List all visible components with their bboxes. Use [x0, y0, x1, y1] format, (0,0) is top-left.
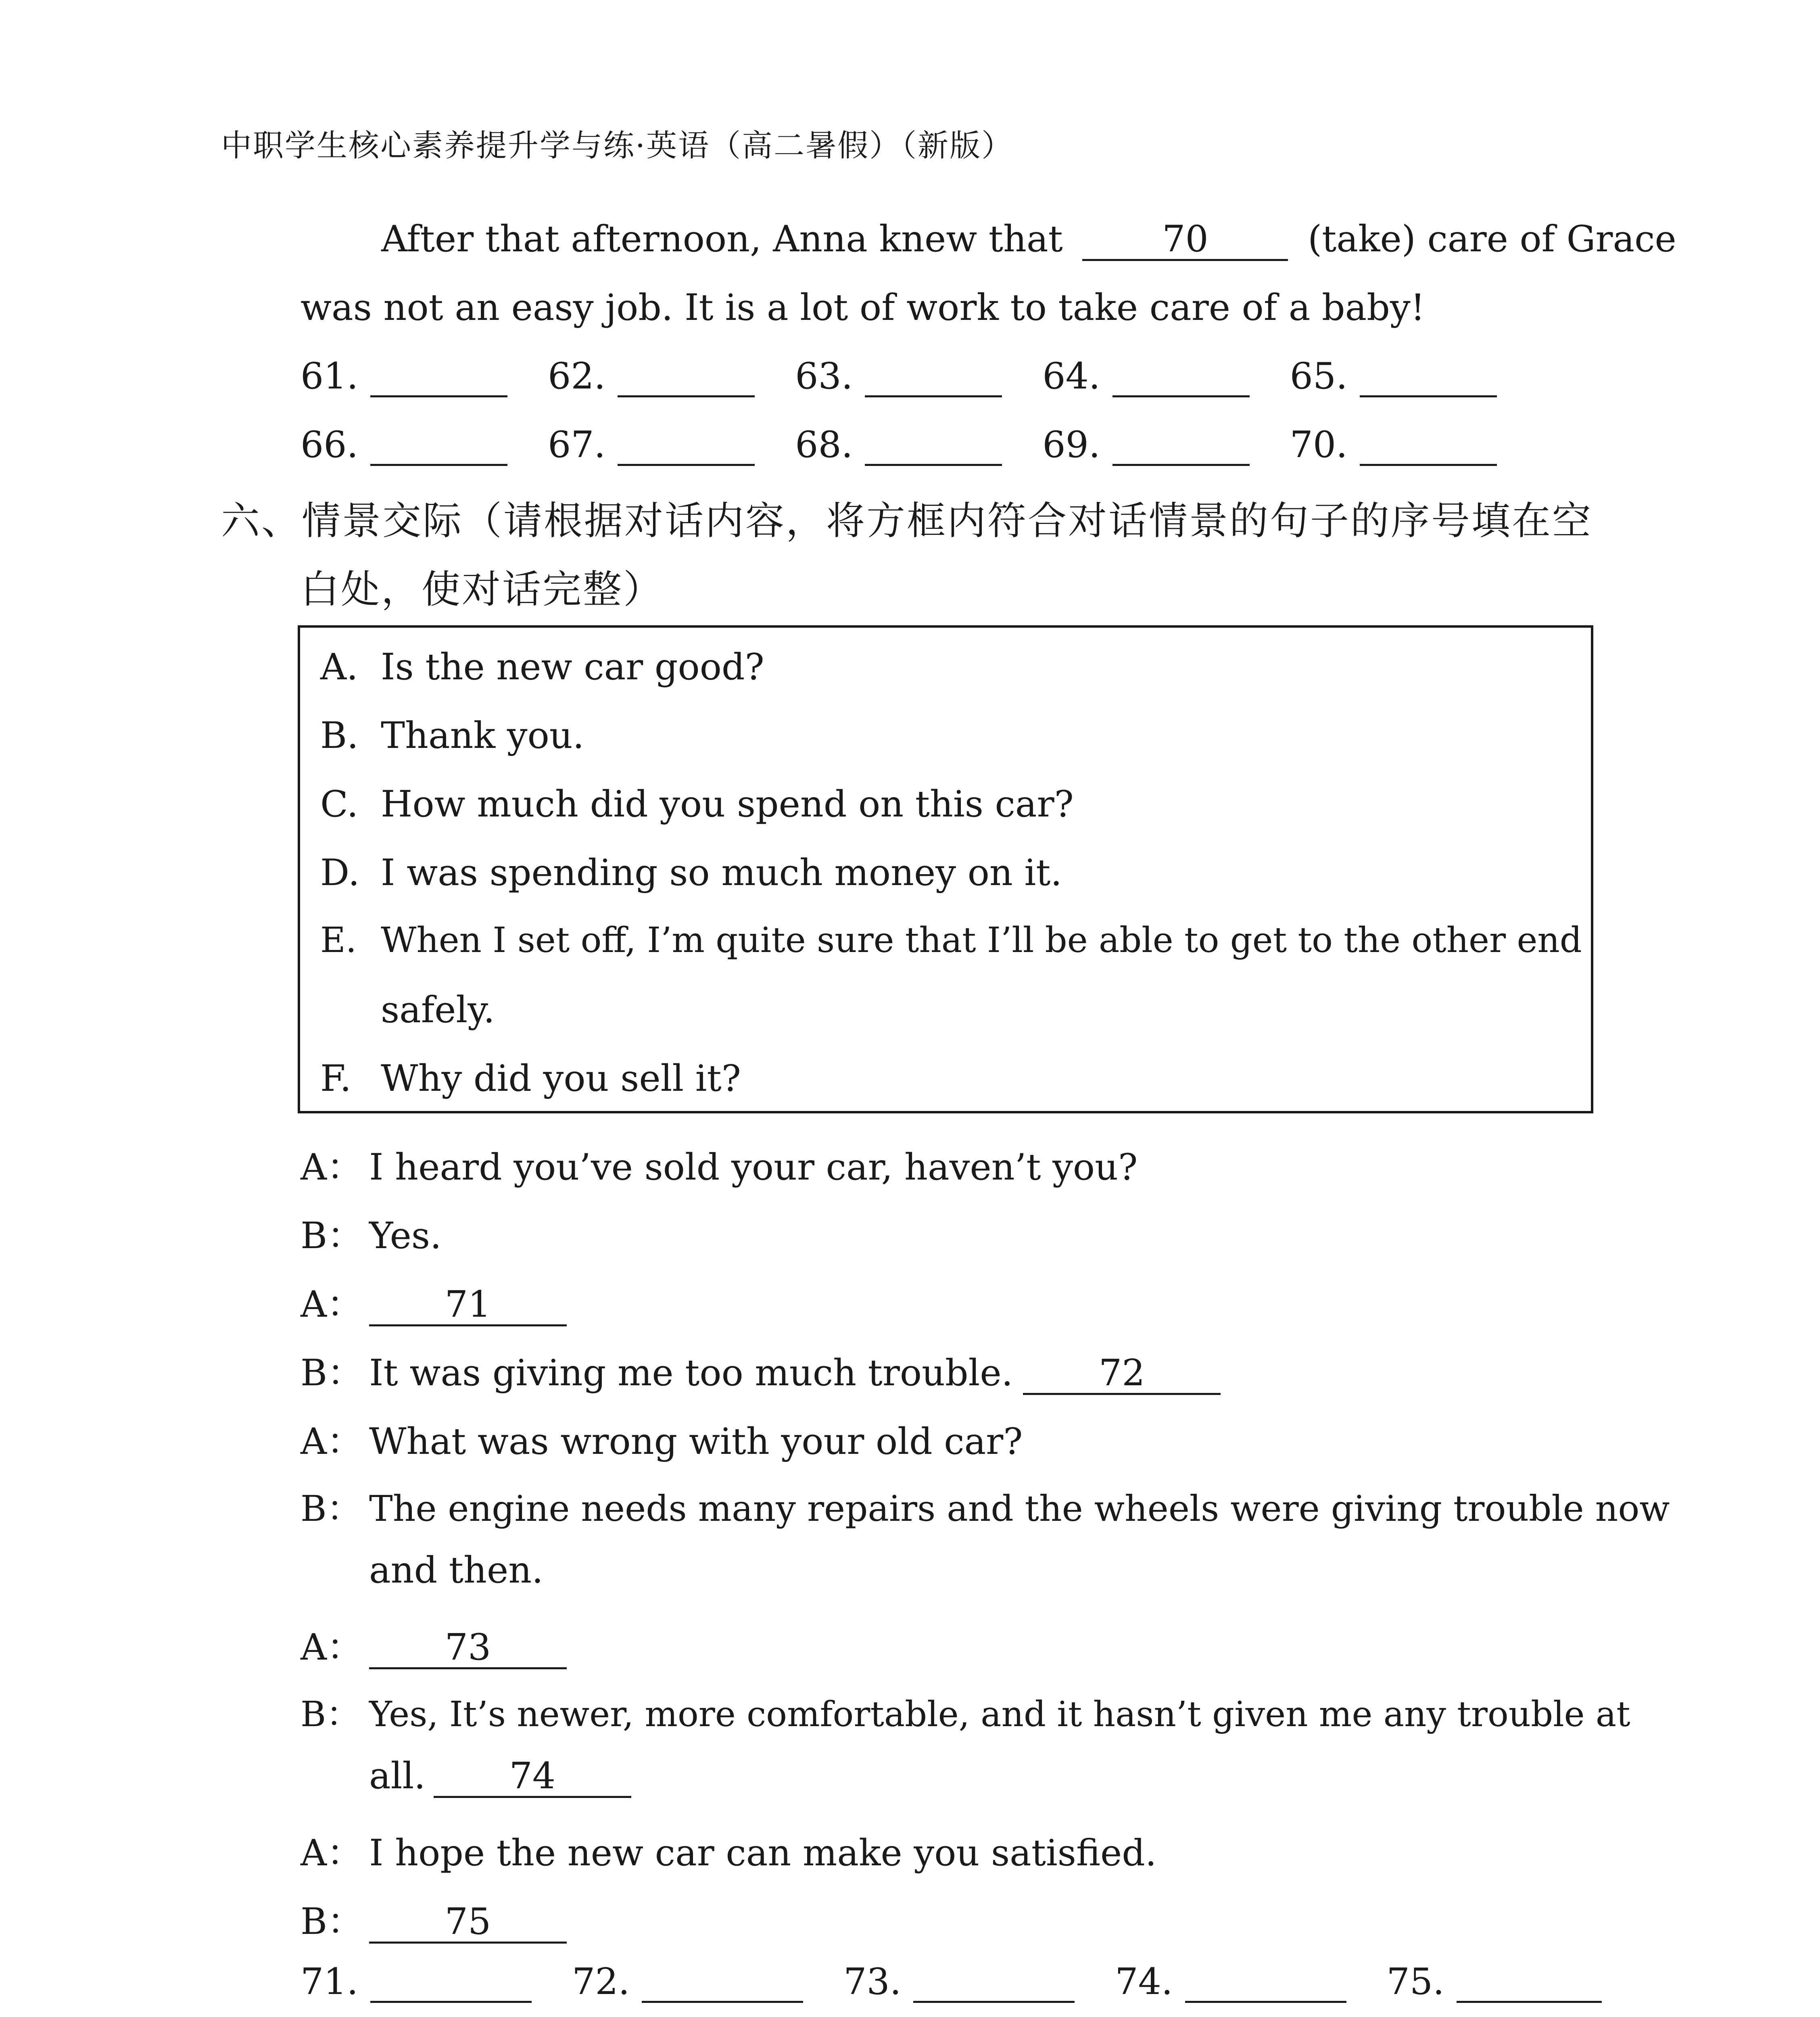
passage-line-2: was not an easy job. It is a lot of work to take care of a baby! — [301, 286, 1425, 329]
speaker-label: A： — [301, 1626, 363, 1668]
answer-item — [843, 1961, 1075, 2003]
dialogue-line — [301, 1412, 1023, 1464]
dialogue-line — [301, 1823, 1157, 1876]
blank-75: 75 — [369, 1904, 567, 1944]
answer-item — [1042, 355, 1249, 397]
options-box — [298, 625, 1593, 1113]
speaker-label: B： — [301, 1488, 362, 1529]
option-letter: D. — [320, 852, 360, 894]
answer-number: 74. — [1115, 1961, 1173, 2003]
answer-row-61-65 — [301, 355, 1497, 397]
option-c — [320, 783, 1074, 825]
speaker-label: A： — [301, 1420, 363, 1463]
dialogue-line — [301, 1480, 1670, 1531]
answer-item — [795, 424, 1002, 466]
speaker-label: B： — [301, 1900, 364, 1943]
passage-line-1 — [381, 218, 1676, 261]
answer-number: 62. — [548, 355, 606, 397]
answer-number: 66. — [301, 424, 359, 466]
answer-item — [572, 1961, 803, 2003]
answer-line — [1112, 367, 1250, 397]
answer-row-66-70 — [301, 424, 1497, 466]
dialogue-line-continued — [369, 1755, 631, 1798]
answer-line — [370, 1973, 532, 2003]
option-letter: A. — [320, 646, 358, 688]
option-letter: B. — [320, 714, 359, 757]
speaker-label: B： — [301, 1694, 361, 1735]
passage-text: (take) care of Grace — [1308, 218, 1676, 260]
dialogue-text: all. — [369, 1755, 426, 1797]
dialogue-text: Yes. — [369, 1215, 442, 1257]
answer-line — [1457, 1973, 1602, 2003]
dialogue-text: Yes, It’s newer, more comfortable, and it hasn’t given me any trouble at — [369, 1694, 1630, 1735]
blank-73: 73 — [369, 1629, 567, 1669]
blank-71: 71 — [369, 1286, 567, 1326]
answer-number: 75. — [1386, 1961, 1444, 2003]
answer-number: 71. — [301, 1961, 359, 2003]
answer-item — [795, 355, 1002, 397]
option-letter: F. — [320, 1057, 352, 1100]
answer-number: 70. — [1290, 424, 1348, 466]
answer-line — [1360, 436, 1497, 466]
dialogue-line — [301, 1206, 442, 1259]
option-text: Why did you sell it? — [381, 1057, 741, 1100]
option-text: Is the new car good? — [381, 646, 764, 688]
dialogue-line — [301, 1275, 567, 1327]
answer-line — [1112, 436, 1250, 466]
dialogue-line — [301, 1618, 567, 1670]
option-text: How much did you spend on this car? — [381, 783, 1074, 825]
answer-line — [370, 436, 507, 466]
speaker-label: B： — [301, 1215, 364, 1257]
option-d — [320, 852, 1062, 894]
option-letter: C. — [320, 783, 359, 825]
answer-number: 73. — [843, 1961, 902, 2003]
section-title-line-1: 六、情景交际（请根据对话内容，将方框内符合对话情景的句子的序号填在空 — [221, 498, 1592, 543]
blank-74: 74 — [434, 1758, 631, 1798]
blank-70: 70 — [1082, 221, 1288, 261]
answer-item — [1290, 355, 1497, 397]
answer-number: 61. — [301, 355, 359, 397]
option-b — [320, 714, 584, 757]
dialogue-text: It was giving me too much trouble. — [369, 1352, 1013, 1394]
option-e — [320, 920, 1582, 960]
passage-text: After that afternoon, Anna knew that — [381, 218, 1063, 260]
option-text: When I set off, I’m quite sure that I’ll be able to get to the other end — [381, 920, 1582, 960]
answer-item — [1042, 424, 1249, 466]
option-text: safely. — [381, 989, 495, 1031]
answer-item — [548, 355, 755, 397]
answer-item — [1387, 1961, 1602, 2003]
speaker-label: A： — [301, 1146, 363, 1188]
answer-row-71-75 — [301, 1961, 1602, 2003]
dialogue-line — [301, 1138, 1138, 1190]
dialogue-line — [301, 1892, 567, 1944]
answer-line — [865, 367, 1002, 397]
option-text: Thank you. — [381, 714, 584, 757]
answer-number: 68. — [795, 424, 853, 466]
dialogue-line — [301, 1343, 1221, 1396]
answer-item — [301, 1961, 532, 2003]
speaker-label: A： — [301, 1283, 363, 1326]
speaker-label: A： — [301, 1832, 363, 1874]
answer-item — [301, 424, 507, 466]
dialogue-line — [301, 1686, 1630, 1736]
answer-number: 69. — [1042, 424, 1100, 466]
dialogue-text: The engine needs many repairs and the wheels were giving trouble now — [369, 1488, 1670, 1529]
answer-item — [1290, 424, 1497, 466]
answer-line — [913, 1973, 1075, 2003]
speaker-label: B： — [301, 1352, 364, 1394]
answer-number: 63. — [795, 355, 853, 397]
dialogue-text: I heard you’ve sold your car, haven’t you? — [369, 1146, 1138, 1188]
section-title-line-2: 白处，使对话完整） — [301, 567, 664, 612]
answer-line — [1360, 367, 1497, 397]
option-e-continued — [320, 989, 495, 1031]
answer-item — [1115, 1961, 1346, 2003]
answer-number: 65. — [1290, 355, 1348, 397]
running-header: 中职学生核心素养提升学与练·英语（高二暑假）（新版） — [221, 127, 1014, 163]
answer-line — [642, 1973, 803, 2003]
answer-number: 64. — [1042, 355, 1100, 397]
answer-item — [548, 424, 755, 466]
answer-line — [1185, 1973, 1346, 2003]
blank-72: 72 — [1023, 1355, 1221, 1395]
option-f — [320, 1057, 741, 1100]
option-text: I was spending so much money on it. — [381, 852, 1062, 894]
answer-line — [370, 367, 507, 397]
answer-line — [618, 436, 755, 466]
option-a — [320, 646, 764, 688]
answer-number: 67. — [548, 424, 606, 466]
answer-item — [301, 355, 507, 397]
dialogue-text: What was wrong with your old car? — [369, 1420, 1023, 1463]
option-letter: E. — [320, 920, 357, 960]
dialogue-text: I hope the new car can make you satisfied. — [369, 1832, 1157, 1874]
answer-number: 72. — [572, 1961, 630, 2003]
answer-line — [618, 367, 755, 397]
dialogue-line-continued: and then. — [369, 1549, 543, 1591]
answer-line — [865, 436, 1002, 466]
